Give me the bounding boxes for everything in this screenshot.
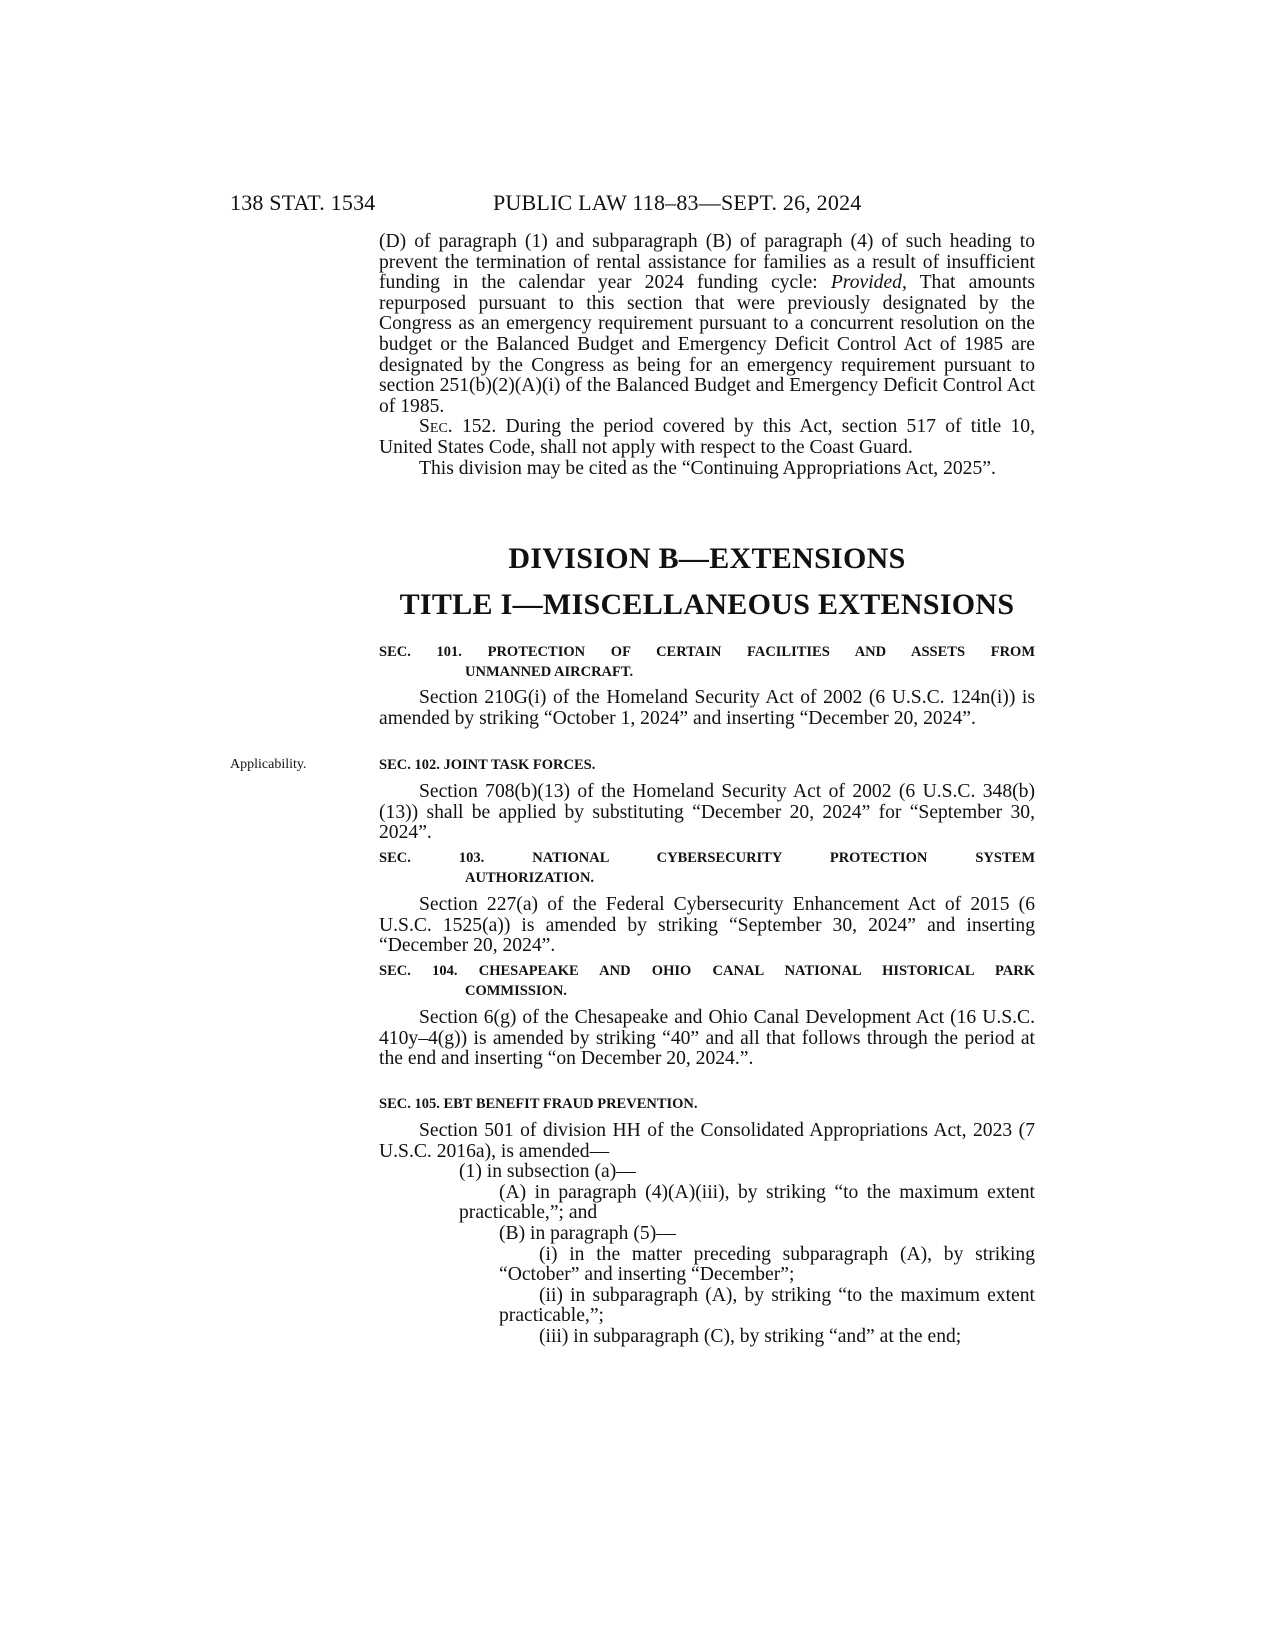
intro-text-part1: (D) of paragraph (1) and subparagraph (B) of paragraph (4) of such heading to prevent the termination of rental assistance for families as a result of insufficient funding in the calendar year 2024 funding cycle: — [379, 231, 1035, 294]
section-102-text: Section 708(b)(13) of the Homeland Security Act of 2002 (6 U.S.C. 348(b)(13)) shall be applied by substituting “December 20, 2024” for “September 30, 2024”. — [379, 781, 1035, 844]
section-102-heading — [379, 755, 1035, 775]
list-item: (ii) in subparagraph (A), by striking “to the maximum extent practicable,”; — [499, 1284, 1035, 1327]
stat-page-number: 138 STAT. 1534 — [230, 190, 376, 215]
section-105-body — [379, 1121, 1035, 1348]
section-103-heading-line1: SEC. 103. NATIONAL CYBERSECURITY PROTECTION SYSTEM — [379, 850, 1035, 866]
section-102-body — [379, 782, 1035, 844]
margin-note-applicability: Applicability. — [230, 757, 307, 772]
section-101-heading — [379, 642, 1035, 682]
intro-paragraph — [379, 232, 1035, 417]
division-citation: This division may be cited as the “Continuing Appropriations Act, 2025”. — [419, 457, 996, 479]
list-item: (B) in paragraph (5)— — [499, 1222, 676, 1244]
section-101-heading-line1: SEC. 101. PROTECTION OF CERTAIN FACILITIES AND ASSETS FROM — [379, 644, 1035, 660]
section-104-heading — [379, 961, 1035, 1001]
section-103-body — [379, 895, 1035, 957]
title-heading: TITLE I—MISCELLANEOUS EXTENSIONS — [399, 588, 1015, 621]
provided-italic: Provided — [830, 272, 902, 294]
section-104-heading-line1: SEC. 104. CHESAPEAKE AND OHIO CANAL NATIONAL HISTORICAL PARK — [379, 963, 1035, 979]
section-105-text: Section 501 of division HH of the Consolidated Appropriations Act, 2023 (7 U.S.C. 2016a), is amended— — [379, 1120, 1035, 1162]
section-101-body — [379, 688, 1035, 729]
sec-152-paragraph — [379, 417, 1035, 458]
list-item: (A) in paragraph (4)(A)(iii), by striking “to the maximum extent practicable,”; and — [459, 1181, 1035, 1224]
section-101-heading-line2: UNMANNED AIRCRAFT. — [465, 664, 634, 680]
intro-text-part2: , That amounts repurposed pursuant to this section that were previously designated by the Congress as an emergency requirement pursuant to a concurrent resolution on the budget or the Balanced Budget and Emergency Deficit Control Act of 1985 are designated by the Congress as being for an emergency requirement pursuant to section 251(b)(2)(A)(i) of the Balanced Budget and Emergency Deficit Control Act of 1985. — [379, 272, 1035, 417]
section-103-text: Section 227(a) of the Federal Cybersecurity Enhancement Act of 2015 (6 U.S.C. 1525(a)) is amended by striking “September 30, 2024” and inserting “December 20, 2024”. — [379, 894, 1035, 957]
section-105-heading-line1: SEC. 105. EBT BENEFIT FRAUD PREVENTION. — [379, 1096, 698, 1112]
running-header: PUBLIC LAW 118–83—SEPT. 26, 2024 — [493, 190, 862, 215]
sec-152-label: Sec — [419, 416, 448, 438]
list-item: (i) in the matter preceding subparagraph (A), by striking “October” and inserting “December”; — [499, 1243, 1035, 1286]
section-104-body — [379, 1008, 1035, 1070]
list-item: (1) in subsection (a)— — [459, 1161, 636, 1183]
section-101-text: Section 210G(i) of the Homeland Security Act of 2002 (6 U.S.C. 124n(i)) is amended by striking “October 1, 2024” and inserting “December 20, 2024”. — [379, 687, 1035, 729]
section-104-heading-line2: COMMISSION. — [465, 983, 567, 999]
section-102-heading-line1: SEC. 102. JOINT TASK FORCES. — [379, 757, 596, 773]
section-103-heading — [379, 848, 1035, 888]
division-title: DIVISION B—EXTENSIONS — [508, 542, 906, 575]
section-105-heading — [379, 1094, 1035, 1114]
sec-152-text: . 152. During the period covered by this Act, section 517 of title 10, United States Code, shall not apply with respect to the Coast Guard. — [379, 416, 1035, 458]
section-103-heading-line2: AUTHORIZATION. — [465, 870, 595, 886]
intro-text — [379, 232, 1035, 479]
section-104-text: Section 6(g) of the Chesapeake and Ohio Canal Development Act (16 U.S.C. 410y–4(g)) is amended by striking “40” and all that follows through the period at the end and inserting “on December 20, 2024.”. — [379, 1007, 1035, 1070]
list-item: (iii) in subparagraph (C), by striking “and” at the end; — [539, 1325, 962, 1347]
